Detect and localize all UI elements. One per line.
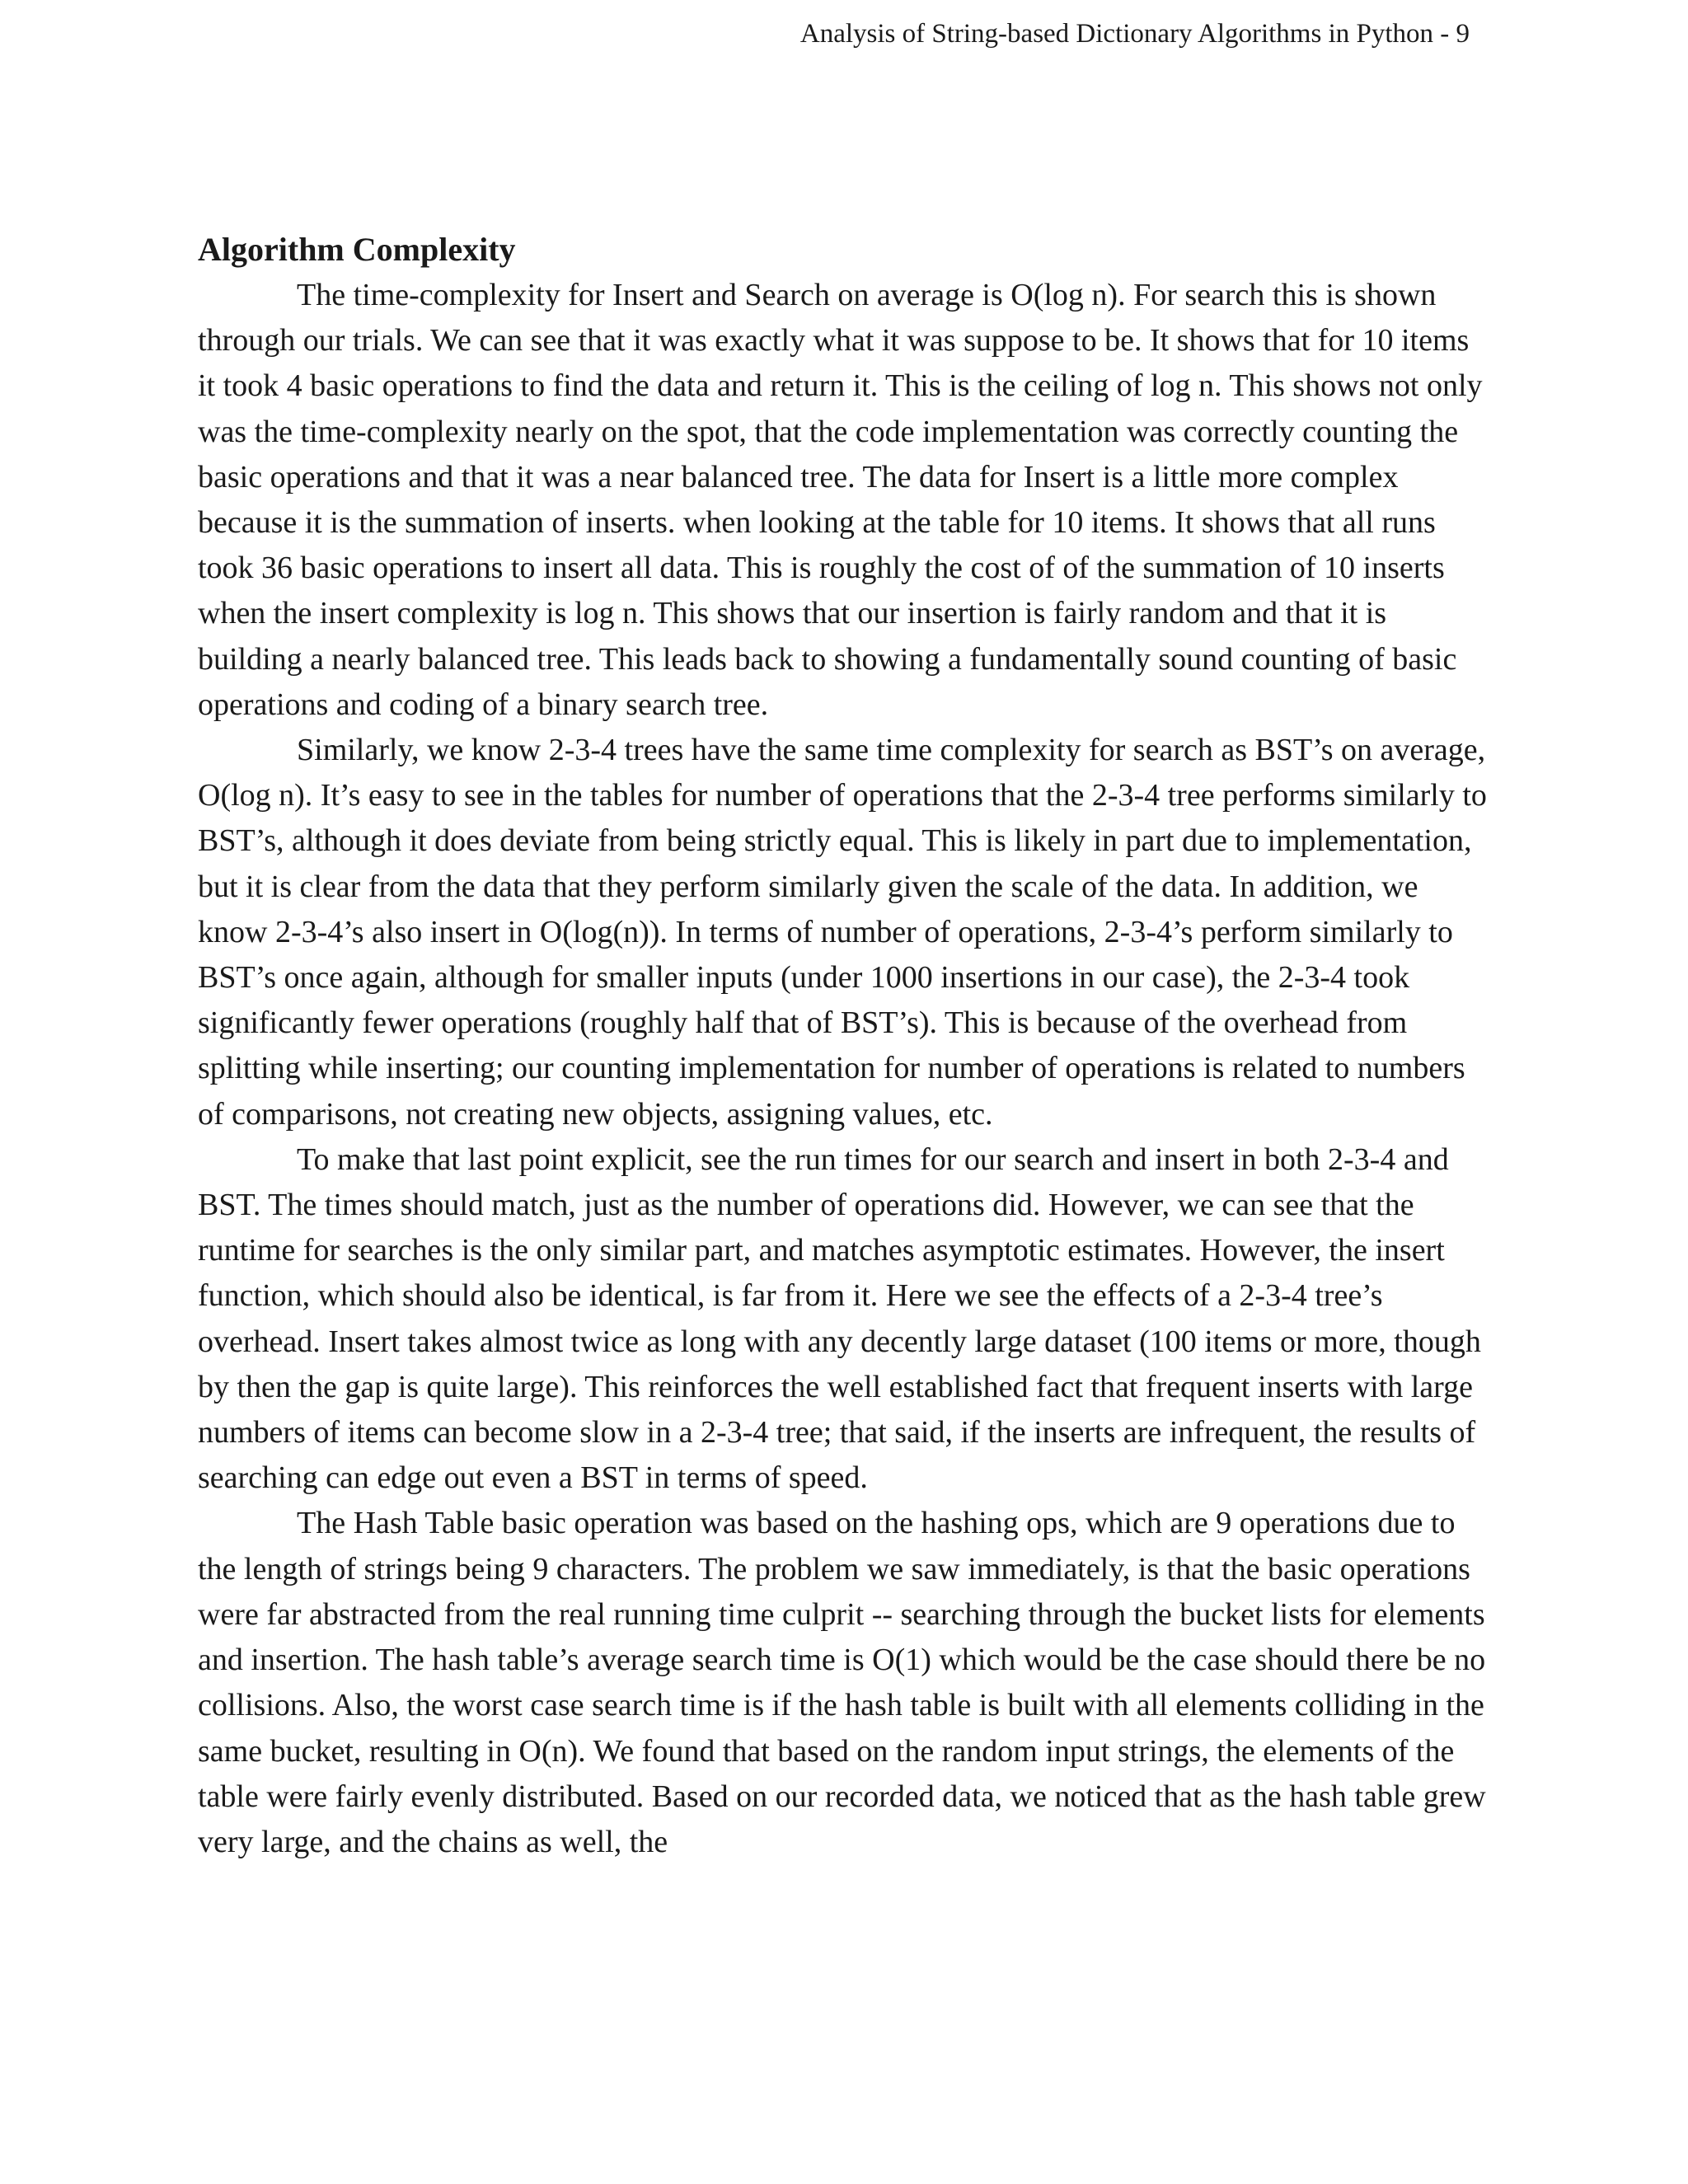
section-algorithm-complexity: [198, 227, 1492, 1865]
paragraph-hash-table: The Hash Table basic operation was based on the hashing ops, which are 9 operations due to the length of strings being 9 characters. The problem we saw immediately, is that the basic operations were far abstracted from the real running time culprit -- searching through the bucket lists for elements and insertion. The hash table’s average search time is O(1) which would be the case should there be no collisions. Also, the worst case search time is if the hash table is built with all elements colliding in the same bucket, resulting in O(n). We found that based on the random input strings, the elements of the table were fairly evenly distributed. Based on our recorded data, we noticed that as the hash table grew very large, and the chains as well, the: [198, 1506, 1486, 1859]
paragraph-234-tree-complexity: Similarly, we know 2-3-4 trees have the same time complexity for search as BST’s on average, O(log n). It’s easy to see in the tables for number of operations that the 2-3-4 tree performs similarly to BST’s, although it does deviate from being strictly equal. This is likely in part due to implementation, but it is clear from the data that they perform similarly given the scale of the data. In addition, we know 2-3-4’s also insert in O(log(n)). In terms of number of operations, 2-3-4’s perform similarly to BST’s once again, although for smaller inputs (under 1000 insertions in our case), the 2-3-4 took significantly fewer operations (roughly half that of BST’s). This is because of the overhead from splitting while inserting; our counting implementation for number of operations is related to numbers of comparisons, not creating new objects, assigning values, etc.: [198, 733, 1487, 1132]
paragraph-bst-complexity: The time-complexity for Insert and Search on average is O(log n). For search this is shown through our trials. We can see that it was exactly what it was suppose to be. It shows that for 10 items it took 4 basic operations to find the data and return it. This is the ceiling of log n. This shows not only was the time-complexity nearly on the spot, that the code implementation was correctly counting the basic operations and that it was a near balanced tree. The data for Insert is a little more complex because it is the summation of inserts. when looking at the table for 10 items. It shows that all runs took 36 basic operations to insert all data. This is roughly the cost of of the summation of 10 inserts when the insert complexity is log n. This shows that our insertion is fairly random and that it is building a nearly balanced tree. This leads back to showing a fundamentally sound counting of basic operations and coding of a binary search tree.: [198, 278, 1483, 722]
running-header: Analysis of String-based Dictionary Algorithms in Python - 9: [799, 19, 1470, 49]
paragraph-run-times: To make that last point explicit, see the run times for our search and insert in both 2-3-4 and BST. The times should match, just as the number of operations did. However, we can see that the runtime for searches is the only similar part, and matches asymptotic estimates. However, the insert function, which should also be identical, is far from it. Here we see the effects of a 2-3-4 tree’s overhead. Insert takes almost twice as long with any decently large dataset (100 items or more, though by then the gap is quite large). This reinforces the well established fact that frequent inserts with large numbers of items can become slow in a 2-3-4 tree; that said, if the inserts are infrequent, the results of searching can edge out even a BST in terms of speed.: [198, 1141, 1481, 1496]
section-title: Algorithm Complexity: [198, 231, 516, 268]
